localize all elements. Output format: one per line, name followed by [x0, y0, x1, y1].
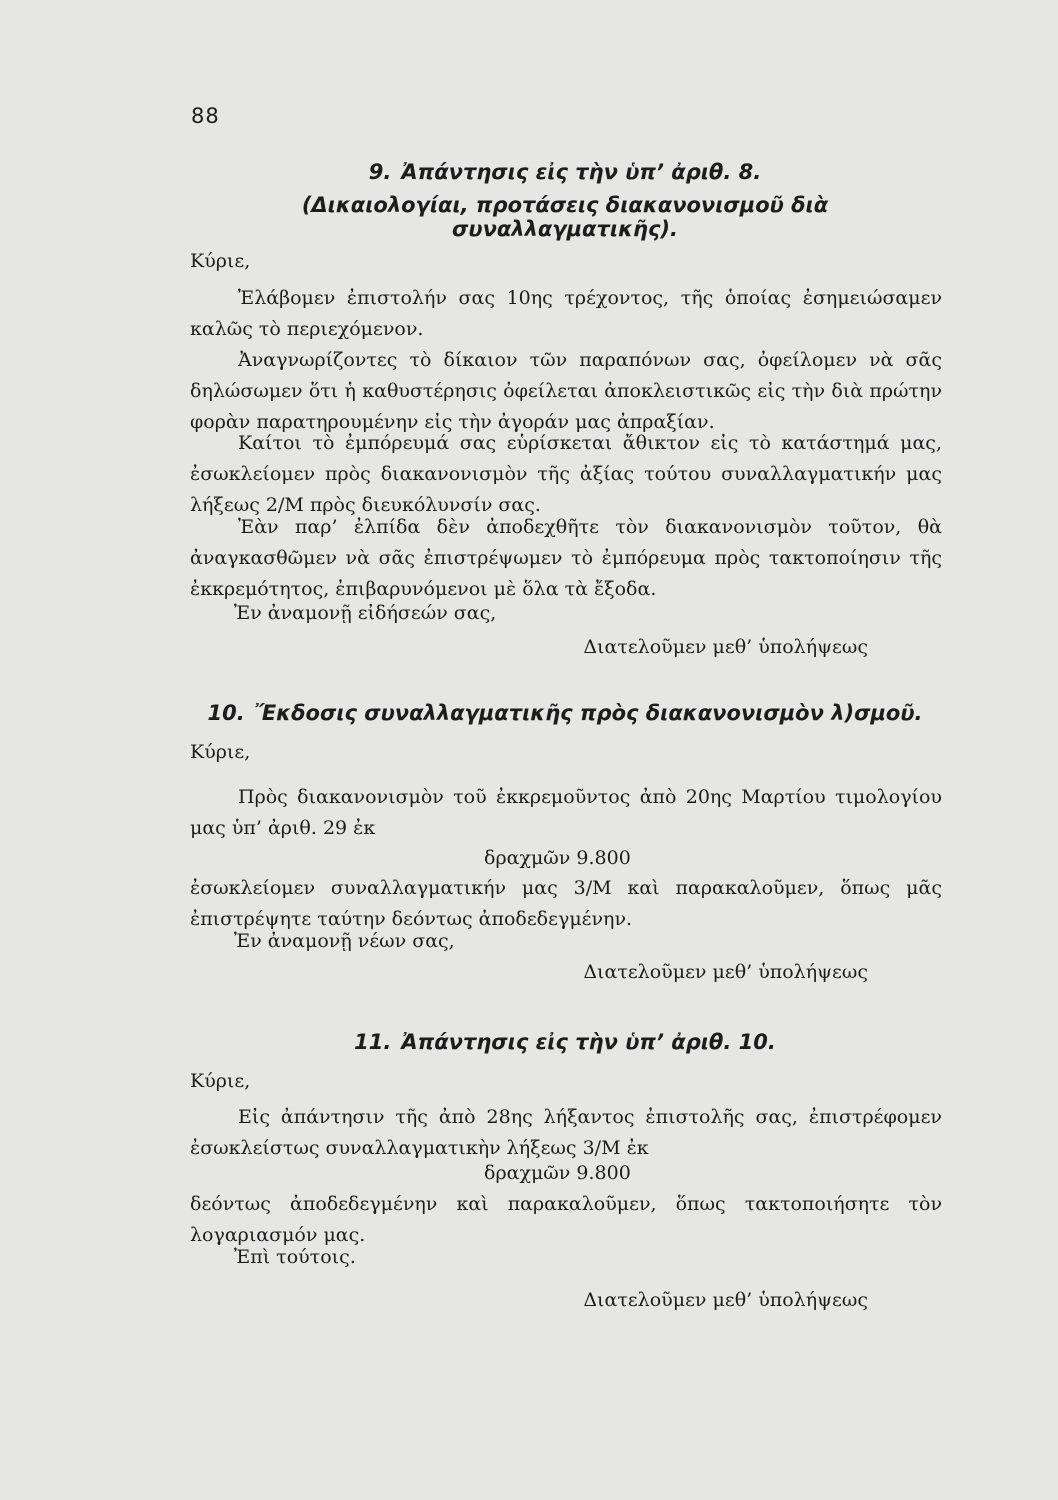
letter-10-heading: [190, 701, 940, 725]
signoff: Διατελοῦμεν μεθ’ ὑπολήψεως: [583, 636, 868, 658]
paragraph: Εἰς ἀπάντησιν τῆς ἀπὸ 28ης λήξαντος ἐπιστολῆς σας, ἐπιστρέφομεν ἐσωκλείστως συναλλαγματικὴν λήξεως 3/Μ ἐκ: [190, 1106, 942, 1159]
letter-11-heading: [190, 1030, 940, 1054]
paragraph: ἐσωκλείομεν συναλλαγματικήν μας 3/Μ καὶ παρακαλοῦμεν, ὅπως μᾶς ἐπιστρέψητε ταύτην δεόντως ἀποδεδεγμένην.: [190, 877, 942, 930]
amount: δραχμῶν 9.800: [484, 1162, 631, 1184]
signoff: Διατελοῦμεν μεθ’ ὑπολήψεως: [583, 1289, 868, 1311]
letter-title: Ἔκδοσις συναλλαγματικῆς πρὸς διακανονισμὸν λ)σμοῦ.: [254, 701, 923, 725]
paragraph: Πρὸς διακανονισμὸν τοῦ ἐκκρεμοῦντος ἀπὸ 20ης Μαρτίου τιμολογίου μας ὑπ’ ἀριθ. 29 ἐκ: [190, 786, 942, 839]
page-number: 88: [191, 104, 220, 128]
letter-number: 11.: [354, 1030, 392, 1054]
letter-9-subheading: (Δικαιολογίαι, προτάσεις διακανονισμοῦ διὰ συναλλαγματικῆς).: [301, 193, 829, 241]
paragraph: Ἐλάβομεν ἐπιστολήν σας 10ης τρέχοντος, τῆς ὁποίας ἐσημειώσαμεν καλῶς τὸ περιεχόμενον.: [190, 287, 942, 340]
letter-number: 10.: [207, 701, 245, 725]
letter-9-heading: [190, 160, 940, 184]
amount: δραχμῶν 9.800: [484, 847, 631, 869]
paragraph: Καίτοι τὸ ἐμπόρευμά σας εὑρίσκεται ἄθικτον εἰς τὸ κατάστημά μας, ἐσωκλείομεν πρὸς διακανονισμὸν τῆς ἀξίας τούτου συναλλαγματικήν μας λήξεως 2/Μ πρὸς διευκόλυνσίν σας.: [190, 432, 942, 516]
paragraph: Ἐὰν παρ’ ἐλπίδα δὲν ἀποδεχθῆτε τὸν διακανονισμὸν τοῦτον, θὰ ἀναγκασθῶμεν νὰ σᾶς ἐπιστρέψωμεν τὸ ἐμπόρευμα πρὸς τακτοποίησιν τῆς ἐκκρεμότητος, ἐπιβαρυνόμενοι μὲ ὅλα τὰ ἔξοδα.: [190, 516, 942, 600]
closing-line: Ἐπὶ τούτοις.: [234, 1246, 356, 1268]
paragraph: Ἀναγνωρίζοντες τὸ δίκαιον τῶν παραπόνων σας, ὀφείλομεν νὰ σᾶς δηλώσωμεν ὅτι ἡ καθυστέρησις ὀφείλεται ἀποκλειστικῶς εἰς τὴν διὰ πρώτην φορὰν παρατηρουμένην εἰς τὴν ἀγοράν μας ἀπραξίαν.: [190, 349, 942, 433]
closing-line: Ἐν ἀναμονῇ νέων σας,: [234, 930, 455, 952]
letter-number: 9.: [368, 160, 392, 184]
signoff: Διατελοῦμεν μεθ’ ὑπολήψεως: [583, 961, 868, 983]
salutation: Κύριε,: [190, 1070, 251, 1092]
salutation: Κύριε,: [190, 250, 251, 272]
letter-title: Ἀπάντησις εἰς τὴν ὑπ’ ἀριθ. 8.: [401, 160, 762, 184]
salutation: Κύριε,: [190, 741, 251, 763]
closing-line: Ἐν ἀναμονῇ εἰδήσεών σας,: [234, 602, 497, 624]
paragraph: δεόντως ἀποδεδεγμένην καὶ παρακαλοῦμεν, ὅπως τακτοποιήσητε τὸν λογαριασμόν μας.: [190, 1193, 942, 1246]
letter-title: Ἀπάντησις εἰς τὴν ὑπ’ ἀριθ. 10.: [401, 1030, 776, 1054]
